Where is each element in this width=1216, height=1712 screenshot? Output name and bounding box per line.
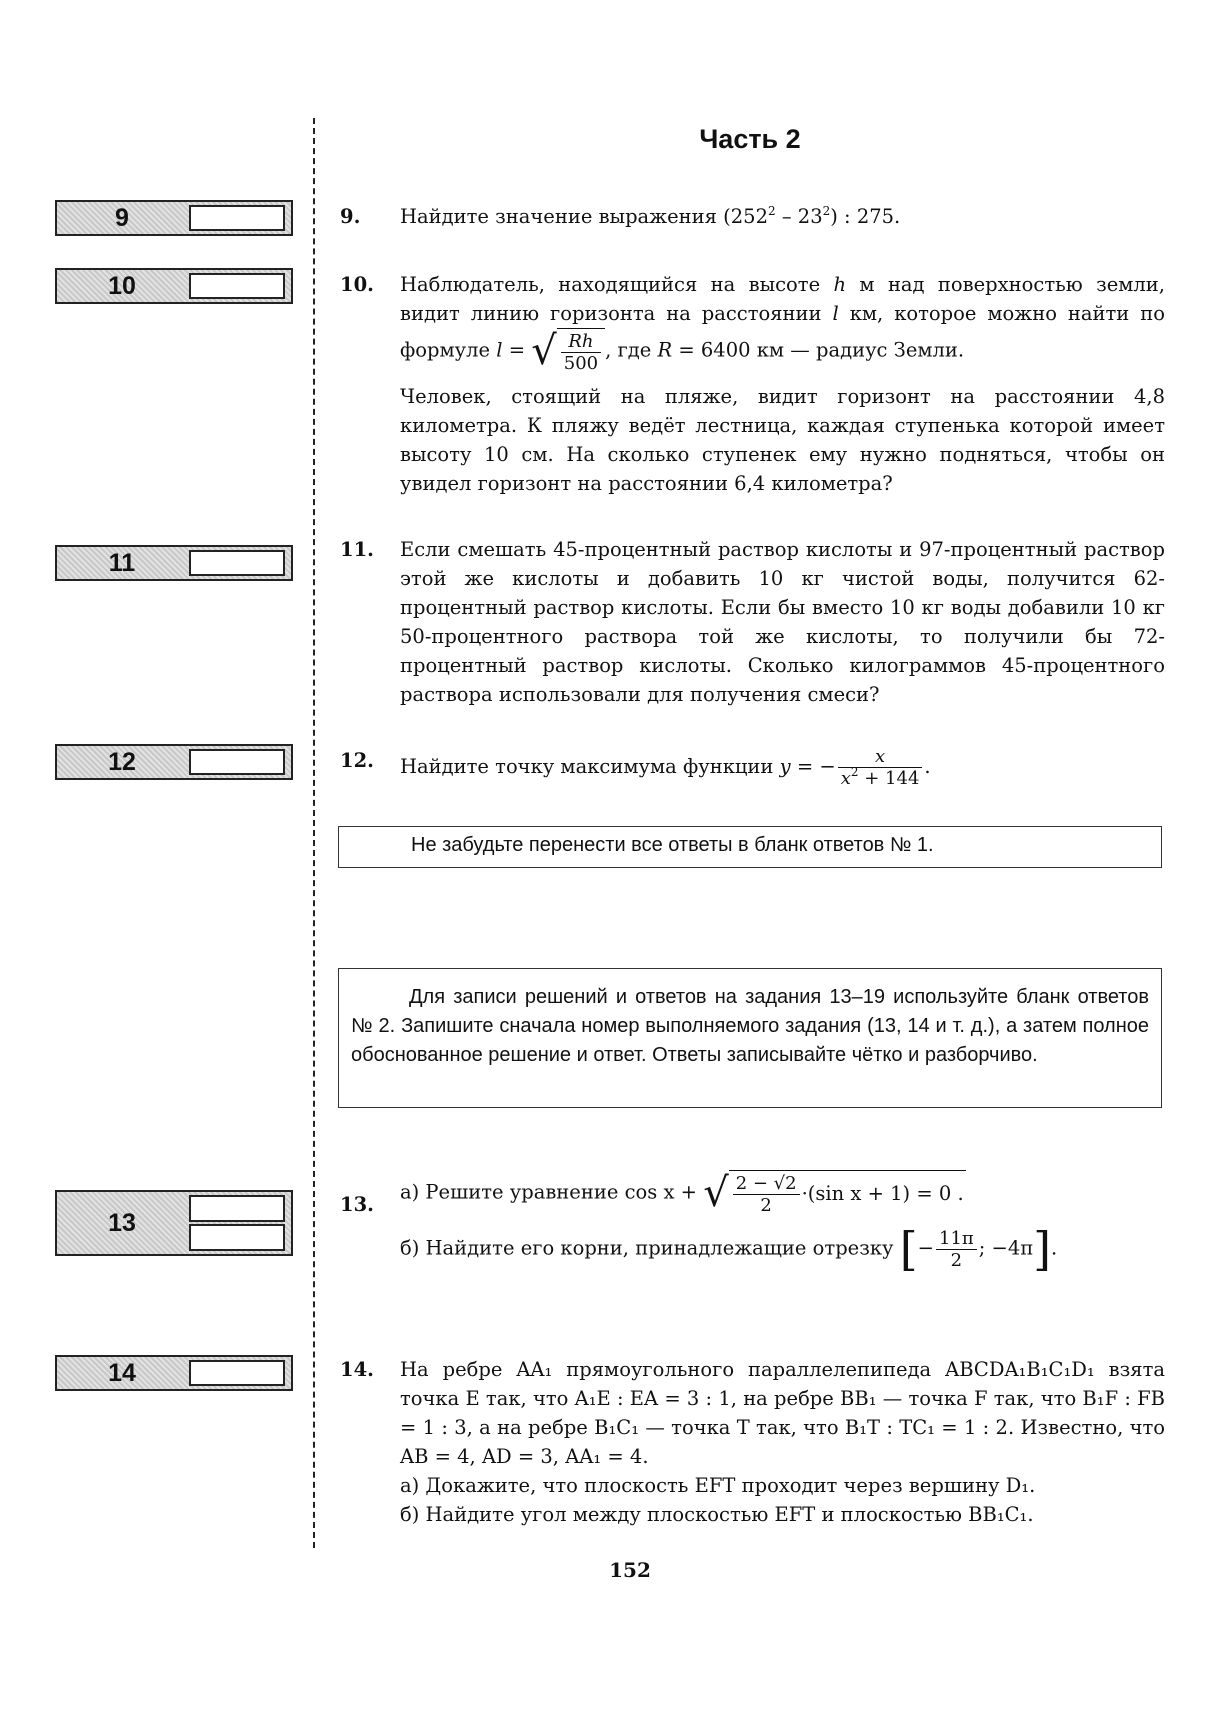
page-title: Часть 2 [699, 124, 801, 154]
answer-box-number: 10 [108, 271, 136, 300]
margin-divider [313, 118, 315, 1548]
task-12 [340, 746, 1165, 789]
task-14-condition: На ребре AA₁ прямоугольного параллелепипеда ABCDA₁B₁C₁D₁ взята точка E так, что A₁E : EA = 3 : 1, на ребре BB₁ — точка F так, что B₁F : FB = 1 : 3, а на ребре B₁C₁ — точка T так, что B₁T : TC₁ = 1 : 2. Известно, что AB = 4, AD = 3, AA₁ = 4. [400, 1358, 1165, 1468]
task-number: 13. [340, 1193, 374, 1216]
answer-cell-b[interactable] [189, 1224, 285, 1251]
answer-box-9[interactable] [55, 200, 293, 236]
task-text [400, 1355, 1165, 1529]
answer-box-number: 14 [108, 1358, 136, 1387]
answer-box-number: 9 [115, 203, 129, 232]
task-10-question: Человек, стоящий на пляже, видит горизонт на расстоянии 4,8 километра. К пляжу ведёт лестница, каждая ступенька которой имеет высоту 10 см. На сколько ступенек ему нужно подняться, чтобы он увидел горизонт на расстоянии 6,4 километра? [400, 385, 1165, 495]
answer-box-12[interactable] [55, 744, 293, 780]
answer-cell[interactable] [189, 550, 285, 576]
task-14-part-b: б) Найдите угол между плоскостью EFT и плоскостью BB₁C₁. [400, 1503, 1034, 1526]
task-14-part-a: а) Докажите, что плоскость EFT проходит через вершину D₁. [400, 1474, 1036, 1497]
task-number: 10. [340, 273, 374, 296]
answer-cell[interactable] [189, 205, 285, 231]
answer-cell-a[interactable] [189, 1195, 285, 1222]
task-text: Наблюдатель, находящийся на высоте h м над поверхностью земли, видит линию горизонта на расстоянии l км, которое можно найти по формуле l = √ $\frac{Rh}{500}$ , где R = 6400 км — радиус Земли. Человек, стоящий на пляже, видит горизонт на расстоянии 4,8 километра. К пляжу ведёт лестница, каждая ступенька которой имеет высоту 10 см. На сколько ступенек ему нужно подняться, чтобы он увидел горизонт на расстоянии 6,4 километра? [400, 270, 1165, 498]
answer-cell[interactable] [189, 273, 285, 299]
sqrt-expression: √ $\frac{2 - √2}{2}$ ·(sin x + 1) = 0 . [703, 1170, 964, 1216]
task-11 [340, 535, 1165, 709]
task-text: Найдите значение выражения $(252^2 - 23^2)$ : 275. [400, 204, 901, 228]
note-instructions: Для записи решений и ответов на задания 13–19 используйте бланк ответов № 2. Запишите сначала номер выполняемого задания (13, 14 и т. д.), а затем полное обоснованное решение и ответ. Ответы записывайте чётко и разборчиво. [338, 968, 1162, 1108]
task-text: Если смешать 45-процентный раствор кислоты и 97-процентный раствор этой же кислоты и добавить 10 кг чистой воды, получится 62-процентный раствор кислоты. Если бы вместо 10 кг воды добавили 10 кг 50-процентного раствора той же кислоты, то получили бы 72-процентный раствор кислоты. Сколько килограммов 45-процентного раствора использовали для получения смеси? [400, 538, 1165, 706]
answer-box-number: 12 [108, 747, 136, 776]
answer-cell[interactable] [189, 749, 285, 775]
task-number: 12. [340, 749, 374, 772]
sqrt-formula: √ $\frac{Rh}{500}$ [531, 328, 605, 374]
answer-box-11[interactable] [55, 545, 293, 581]
answer-box-number: 13 [108, 1208, 136, 1237]
answer-box-10[interactable] [55, 268, 293, 304]
answer-box-number: 11 [108, 548, 136, 577]
answer-cell[interactable] [189, 1360, 285, 1386]
task-text: а) Решите уравнение cos x + √ $\frac{2 - √2}{2}$ ·(sin x + 1) = 0 . б) Найдите его корни, принадлежащие отрезку [− $\frac{11\pi}{2}$ ; −4π]. [400, 1170, 1058, 1276]
task-text: Найдите точку максимума функции y = − $\frac{x}{x^2 + 144}$ . [400, 746, 931, 789]
fraction: $\frac{x}{x^2 + 144}$ [838, 746, 923, 789]
answer-box-14[interactable] [55, 1355, 293, 1391]
task-number: 14. [340, 1358, 374, 1381]
task-13 [340, 1170, 1165, 1280]
task-number: 11. [340, 538, 374, 561]
task-9 [340, 202, 1165, 231]
fraction: $\frac{11\pi}{2}$ [936, 1228, 977, 1271]
note-transfer-answers: Не забудьте перенести все ответы в бланк ответов № 1. [338, 826, 1162, 868]
task-14 [340, 1355, 1165, 1529]
task-number: 9. [340, 205, 361, 228]
page-number: 152 [609, 1558, 651, 1582]
answer-box-13[interactable] [55, 1190, 293, 1256]
task-10 [340, 270, 1165, 506]
